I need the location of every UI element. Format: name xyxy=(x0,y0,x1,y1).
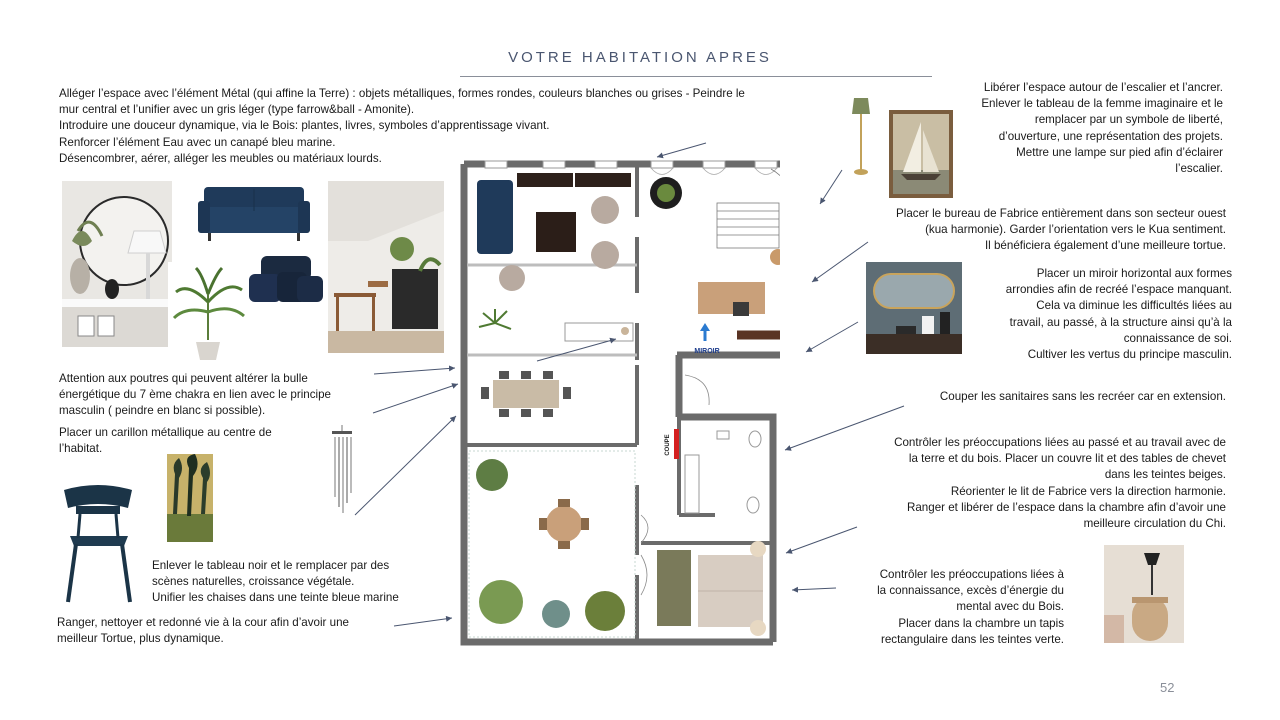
note-line: la terre et du bois. Placer un couvre lit et des tables de chevet xyxy=(908,452,1226,466)
note-line: Placer un carillon métallique au centre de xyxy=(59,426,272,439)
note-miroir xyxy=(1006,266,1232,363)
note-line: mental avec du Bois. xyxy=(956,600,1064,614)
arrow xyxy=(374,368,455,374)
photo-oval-mirror xyxy=(866,262,962,354)
note-passe-travail xyxy=(894,435,1226,532)
note-line: d’ouverture, une représentation des projets. xyxy=(998,129,1223,143)
note-line: Cultiver les vertus du principe masculin. xyxy=(1027,348,1232,362)
plan-stairs xyxy=(717,169,780,248)
plan-desk xyxy=(698,282,765,314)
note-line: meilleur Tortue, plus dynamique. xyxy=(57,632,224,646)
note-line: énergétique du 7 ème chakra en lien avec le principe xyxy=(59,388,331,402)
floor-plan xyxy=(455,155,780,650)
arrow xyxy=(394,618,452,626)
plan-cut-marker xyxy=(674,429,679,459)
note-line: la connaissance, excès d’énergie du xyxy=(877,584,1064,598)
plan-lamp xyxy=(770,249,780,265)
note-line: Réorienter le lit de Fabrice vers la direction harmonie. xyxy=(950,484,1226,498)
note-line: Couper les sanitaires sans les recréer car en extension. xyxy=(939,390,1226,403)
plan-label-coupe: COUPE xyxy=(665,434,671,456)
plan-nightstand xyxy=(750,541,766,557)
photo-bedside-table xyxy=(1104,545,1184,643)
note-bureau xyxy=(896,206,1226,255)
note-line: Placer le bureau de Fabrice entièrement dans son secteur ouest xyxy=(896,207,1226,220)
arrow xyxy=(806,322,858,352)
photo-palm-plant xyxy=(168,262,248,368)
note-line: Placer dans la chambre un tapis xyxy=(898,616,1064,630)
note-escalier xyxy=(981,80,1223,177)
page-title: VOTRE HABITATION APRES xyxy=(508,49,772,66)
note-line: Désencombrer, aérer, alléger les meubles ou matériaux lourds. xyxy=(59,151,382,165)
note-line: travail, au passé, à la structure ainsi qu’à la xyxy=(1009,315,1232,329)
note-line: Enlever le tableau noir et le remplacer par des xyxy=(152,559,390,572)
note-line: mur central et l’unifier avec un gris léger (type farrow&ball - Amonite). xyxy=(59,103,415,117)
note-line: dans les teintes beiges. xyxy=(1104,468,1226,482)
note-line: Mettre une lampe sur pied afin d’éclairer xyxy=(1016,145,1223,159)
note-line: Renforcer l’élément Eau avec un canapé bleu marine. xyxy=(59,135,336,149)
photo-nature-painting xyxy=(167,454,213,542)
note-line: masculin ( peindre en blanc si possible). xyxy=(59,404,266,418)
photo-navy-chair xyxy=(58,480,138,604)
title-divider xyxy=(460,76,932,77)
note-line: (kua harmonie). Garder l’orientation vers le Kua sentiment. xyxy=(925,223,1226,237)
plan-round-table xyxy=(546,506,582,542)
note-line: Introduire une douceur dynamique, via le Bois: plantes, livres, symboles d’apprentissage vivant. xyxy=(59,119,550,133)
note-carillon xyxy=(59,425,272,457)
note-line: Ranger et libérer de l’espace dans la chambre afin d’avoir une xyxy=(906,500,1226,514)
plan-armchair xyxy=(499,265,525,291)
note-tableau-noir xyxy=(152,558,399,607)
photo-wind-chime xyxy=(330,425,354,513)
note-line: scènes naturelles, croissance végétale. xyxy=(152,575,355,589)
note-line: arrondies afin de recréé l’espace manquant. xyxy=(1005,283,1232,297)
note-line: Enlever le tableau de la femme imaginaire et le xyxy=(981,97,1223,111)
plan-armchair xyxy=(591,241,619,269)
plan-armchair xyxy=(591,196,619,224)
plan-shelf xyxy=(575,173,631,187)
plan-sofa xyxy=(477,180,513,254)
note-cour xyxy=(57,615,349,647)
note-line: Ranger, nettoyer et redonné vie à la cour afin d’avoir une xyxy=(57,616,349,629)
arrow xyxy=(355,416,456,515)
plan-nightstand xyxy=(750,620,766,636)
arrow xyxy=(373,384,458,413)
photo-sailboat-painting xyxy=(889,110,953,198)
note-line: l’habitat. xyxy=(59,442,103,456)
arrow xyxy=(785,406,904,450)
plan-dining-table xyxy=(493,380,559,408)
arrow xyxy=(786,527,857,553)
photo-study-corner xyxy=(328,181,444,353)
photo-floor-lamp xyxy=(850,96,872,176)
plan-green-rug xyxy=(657,550,691,626)
arrow xyxy=(792,588,836,590)
note-line: Il bénéficiera également d’une meilleure tortue. xyxy=(984,239,1226,253)
photo-navy-cushions xyxy=(247,252,325,312)
note-line: Unifier les chaises dans une teinte bleue marine xyxy=(152,591,399,605)
note-line: Alléger l’espace avec l’élément Métal (qui affine la Terre) : objets métalliques, formes rondes, couleurs blanches ou grises - Peindre le xyxy=(59,87,745,100)
note-line: Contrôler les préoccupations liées à xyxy=(879,568,1064,581)
photo-blue-sofa xyxy=(196,181,314,245)
photo-console-mirror xyxy=(62,181,172,347)
note-poutres xyxy=(59,371,331,420)
arrow xyxy=(812,242,868,282)
note-line: meilleure circulation du Chi. xyxy=(1083,517,1226,531)
plan-plant-living xyxy=(479,309,511,329)
plan-courtyard-plants xyxy=(476,459,625,631)
plan-console xyxy=(737,335,780,365)
note-line: l’escalier. xyxy=(1175,162,1223,176)
plan-shelf xyxy=(517,173,573,187)
note-line: Attention aux poutres qui peuvent altérer la bulle xyxy=(59,372,308,385)
note-line: remplacer par un symbole de liberté, xyxy=(1034,113,1223,127)
note-line: Contrôler les préoccupations liées au passé et au travail avec de xyxy=(894,436,1226,449)
note-line: Cela va diminue les difficultés liées au xyxy=(1036,299,1232,313)
note-line: rectangulaire dans les teintes verte. xyxy=(880,632,1064,646)
note-line: Libérer l’espace autour de l’escalier et l’ancrer. xyxy=(983,81,1223,94)
plan-label-miroir: MIROIR xyxy=(694,348,720,355)
note-line: connaissance de soi. xyxy=(1123,331,1232,345)
plan-desk-chair xyxy=(733,302,749,316)
arrow xyxy=(820,170,842,204)
note-connaissance xyxy=(877,567,1064,648)
plan-coffee-table xyxy=(536,212,576,252)
note-line: Placer un miroir horizontal aux formes xyxy=(1036,267,1232,280)
page-number: 52 xyxy=(1160,680,1175,695)
note-sanitaires xyxy=(940,389,1226,405)
